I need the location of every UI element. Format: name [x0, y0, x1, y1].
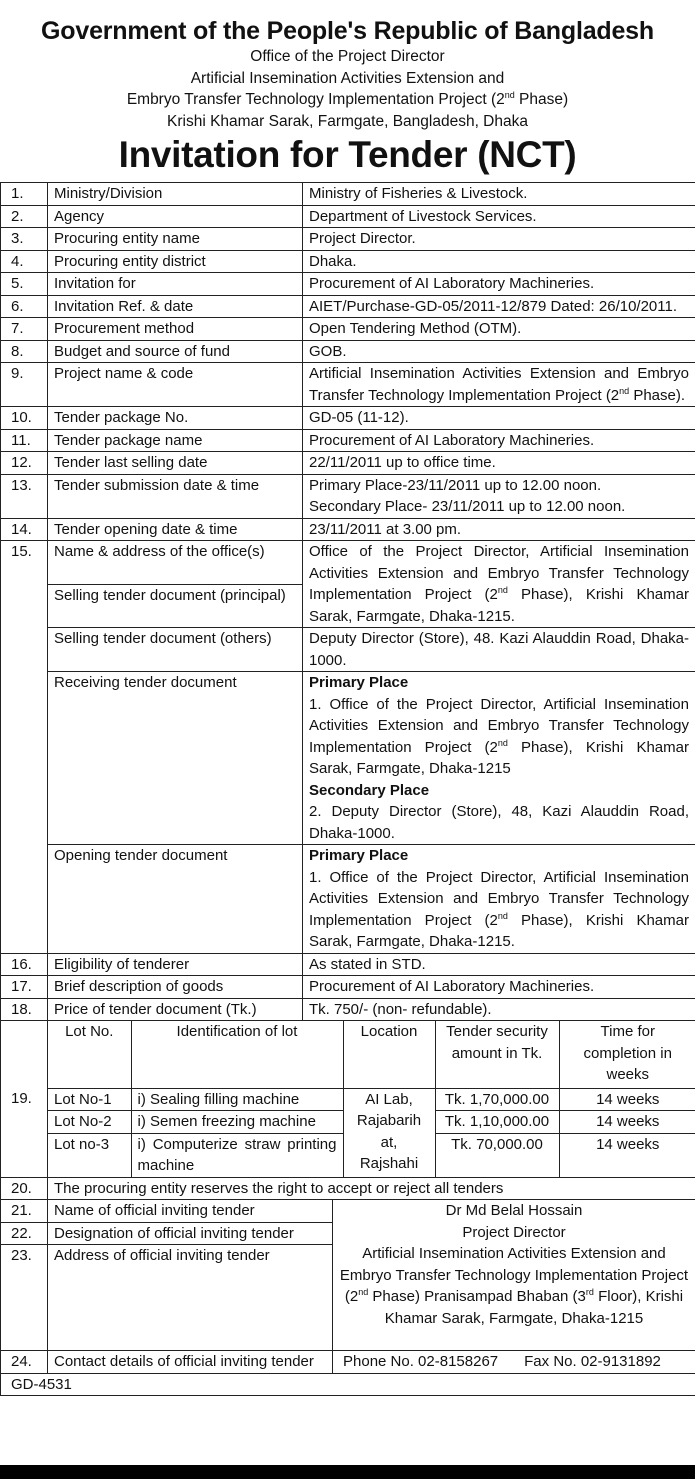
- lot-security-amount: Tk. 70,000.00: [435, 1133, 559, 1177]
- secondary-place-address: 2. Deputy Director (Store), 48, Kazi Alauddin Road, Dhaka-1000.: [309, 803, 689, 842]
- row-label: Name & address of the office(s): [48, 541, 303, 585]
- row-label: Brief description of goods: [48, 976, 303, 999]
- row-number: 4.: [1, 250, 48, 273]
- lot-completion-time: 14 weeks: [559, 1111, 695, 1134]
- secondary-place-heading: Secondary Place: [309, 781, 430, 799]
- table-row: [1, 228, 695, 251]
- phone-number: Phone No. 02-8158267: [343, 1353, 499, 1370]
- row-number: 16.: [1, 953, 48, 976]
- primary-place-address: 1. Office of the Project Director, Artificial Insemination Activities Extension and Embryo Transfer Technology Implementation Project (2nd Phase), Krishi Khamar Sarak, Farmgate, Dhaka-1215: [309, 695, 689, 777]
- table-row: [1, 407, 695, 430]
- row-label: Receiving tender document: [48, 672, 303, 845]
- row-number: 6.: [1, 295, 48, 318]
- row-number: 5.: [1, 273, 48, 296]
- official-designation: Project Director: [462, 1223, 566, 1241]
- row-number: 12.: [1, 452, 48, 475]
- tender-table: [0, 182, 695, 1200]
- contact-details: [333, 1351, 695, 1374]
- row-number: 22.: [1, 1222, 48, 1245]
- table-row: [1, 318, 695, 341]
- official-details: [333, 1200, 695, 1351]
- lot-header-security: Tender security amount in Tk.: [435, 1021, 559, 1088]
- footer-code: GD-4531: [1, 1373, 695, 1396]
- table-row: [1, 474, 695, 518]
- row-label: Contact details of official inviting tender: [48, 1351, 333, 1374]
- table-row: [1, 518, 695, 541]
- project-line-2: Embryo Transfer Technology Implementation Project (2nd Phase): [126, 89, 569, 108]
- row-label: Tender submission date & time: [48, 474, 303, 518]
- row-value: Primary Place-23/11/2011 up to 12.00 noon. Secondary Place- 23/11/2011 up to 12.00 noon.: [303, 474, 695, 518]
- row-label: Opening tender document: [48, 845, 303, 954]
- lot-number: Lot No-1: [48, 1088, 131, 1111]
- row-label: Invitation Ref. & date: [48, 295, 303, 318]
- lot-identification: i) Sealing filling machine: [131, 1088, 343, 1111]
- row-15: [1, 541, 695, 954]
- official-address: Artificial Insemination Activities Extension and Embryo Transfer Technology Implementation Project (2nd Phase) Pranisampad Bhaban (3rd Floor), Krishi Khamar Sarak, Farmgate, Dhaka-1215: [339, 1245, 689, 1327]
- lot-table-cell: [48, 1021, 695, 1178]
- row-value: The procuring entity reserves the right to accept or reject all tenders: [48, 1177, 695, 1200]
- row-number: 15.: [1, 541, 48, 954]
- table-row: [1, 295, 695, 318]
- official-name: Dr Md Belal Hossain: [445, 1202, 583, 1219]
- row-number: 2.: [1, 205, 48, 228]
- lot-number: Lot no-3: [48, 1133, 131, 1177]
- row-value: Open Tendering Method (OTM).: [303, 318, 695, 341]
- table-row: [1, 998, 695, 1021]
- row-number: 19.: [1, 1021, 48, 1178]
- row-value: Tk. 750/- (non- refundable).: [303, 998, 695, 1021]
- row-number: 7.: [1, 318, 48, 341]
- lot-completion-time: 14 weeks: [559, 1133, 695, 1177]
- row-number: 24.: [1, 1351, 48, 1374]
- row-label: Selling tender document (others): [48, 628, 303, 672]
- row-number: 10.: [1, 407, 48, 430]
- lot-identification: i) Computerize straw printing machine: [131, 1133, 343, 1177]
- row-19: [1, 1021, 695, 1178]
- row-label: Ministry/Division: [48, 183, 303, 206]
- row-number: 20.: [1, 1177, 48, 1200]
- row-label: Procuring entity name: [48, 228, 303, 251]
- lot-table: [48, 1021, 695, 1177]
- row-value: Deputy Director (Store), 48. Kazi Alauddin Road, Dhaka-1000.: [303, 628, 695, 672]
- row-label: Name of official inviting tender: [48, 1200, 333, 1223]
- row-label: Price of tender document (Tk.): [48, 998, 303, 1021]
- row-number: 13.: [1, 474, 48, 518]
- table-row: [1, 363, 695, 407]
- row-value: Procurement of AI Laboratory Machineries.: [303, 429, 695, 452]
- footer-bar: [0, 1465, 695, 1479]
- row-value: Office of the Project Director, Artificial Insemination Activities Extension and Embryo Transfer Technology Implementation Project (2nd Phase), Krishi Khamar Sarak, Farmgate, Dhaka-1215.: [303, 541, 695, 628]
- address-line: Krishi Khamar Sarak, Farmgate, Bangladesh, Dhaka: [167, 112, 528, 130]
- row-value: Procurement of AI Laboratory Machineries.: [303, 976, 695, 999]
- row-value: Dhaka.: [303, 250, 695, 273]
- lot-location: AI Lab, Rajabarih at, Rajshahi: [343, 1088, 435, 1177]
- table-row: [1, 205, 695, 228]
- row-value: GOB.: [303, 340, 695, 363]
- row-number: 18.: [1, 998, 48, 1021]
- row-number: 14.: [1, 518, 48, 541]
- row-number: 11.: [1, 429, 48, 452]
- row-number: 3.: [1, 228, 48, 251]
- primary-place-address: 1. Office of the Project Director, Artificial Insemination Activities Extension and Embryo Transfer Technology Implementation Project (2nd Phase), Krishi Khamar Sarak, Farmgate, Dhaka-1215.: [309, 868, 689, 950]
- table-row: [1, 250, 695, 273]
- table-row: [1, 183, 695, 206]
- row-label: Agency: [48, 205, 303, 228]
- notice-header: [0, 0, 695, 176]
- lot-header-time: Time for completion in weeks: [559, 1021, 695, 1088]
- row-value: 23/11/2011 at 3.00 pm.: [303, 518, 695, 541]
- lot-completion-time: 14 weeks: [559, 1088, 695, 1111]
- lot-header-identification: Identification of lot: [131, 1021, 343, 1088]
- row-number: 21.: [1, 1200, 48, 1223]
- table-row: [1, 976, 695, 999]
- row-number: 8.: [1, 340, 48, 363]
- row-label: Eligibility of tenderer: [48, 953, 303, 976]
- row-label: Procuring entity district: [48, 250, 303, 273]
- row-label: Tender package No.: [48, 407, 303, 430]
- table-row: [1, 452, 695, 475]
- table-row: [1, 340, 695, 363]
- row-value: AIET/Purchase-GD-05/2011-12/879 Dated: 26/10/2011.: [303, 295, 695, 318]
- row-value: Procurement of AI Laboratory Machineries.: [303, 273, 695, 296]
- row-value: Ministry of Fisheries & Livestock.: [303, 183, 695, 206]
- row-value: Artificial Insemination Activities Extension and Embryo Transfer Technology Implementation Project (2nd Phase).: [303, 363, 695, 407]
- lot-header-location: Location: [343, 1021, 435, 1088]
- row-value: 22/11/2011 up to office time.: [303, 452, 695, 475]
- lot-identification: i) Semen freezing machine: [131, 1111, 343, 1134]
- row-label: Invitation for: [48, 273, 303, 296]
- government-title: Government of the People's Republic of Bangladesh: [41, 17, 654, 45]
- row-label: Designation of official inviting tender: [48, 1222, 333, 1245]
- row-20: [1, 1177, 695, 1200]
- project-line-1: Artificial Insemination Activities Extension and: [190, 69, 505, 87]
- office-line: Office of the Project Director: [250, 48, 445, 65]
- row-label: Tender package name: [48, 429, 303, 452]
- official-table: [0, 1199, 695, 1396]
- lot-header-lot-no: Lot No.: [48, 1021, 131, 1088]
- row-value: [303, 845, 695, 954]
- row-label: Tender opening date & time: [48, 518, 303, 541]
- lot-number: Lot No-2: [48, 1111, 131, 1134]
- row-label: Tender last selling date: [48, 452, 303, 475]
- row-value: [303, 672, 695, 845]
- lot-security-amount: Tk. 1,70,000.00: [435, 1088, 559, 1111]
- row-label: Procurement method: [48, 318, 303, 341]
- row-number: 23.: [1, 1245, 48, 1351]
- row-number: 9.: [1, 363, 48, 407]
- notice-title: Invitation for Tender (NCT): [118, 134, 577, 175]
- table-row: [1, 953, 695, 976]
- row-label: Budget and source of fund: [48, 340, 303, 363]
- row-value: Department of Livestock Services.: [303, 205, 695, 228]
- row-number: 17.: [1, 976, 48, 999]
- row-value: As stated in STD.: [303, 953, 695, 976]
- primary-place-heading: Primary Place: [309, 847, 409, 864]
- lot-security-amount: Tk. 1,10,000.00: [435, 1111, 559, 1134]
- table-row: [1, 429, 695, 452]
- table-row: [1, 273, 695, 296]
- primary-place-heading: Primary Place: [309, 674, 409, 691]
- row-label: Address of official inviting tender: [48, 1245, 333, 1351]
- fax-number: Fax No. 02-9131892: [524, 1353, 661, 1370]
- row-label: Project name & code: [48, 363, 303, 407]
- row-value: Project Director.: [303, 228, 695, 251]
- row-number: 1.: [1, 183, 48, 206]
- row-value: GD-05 (11-12).: [303, 407, 695, 430]
- row-label: Selling tender document (principal): [48, 584, 303, 628]
